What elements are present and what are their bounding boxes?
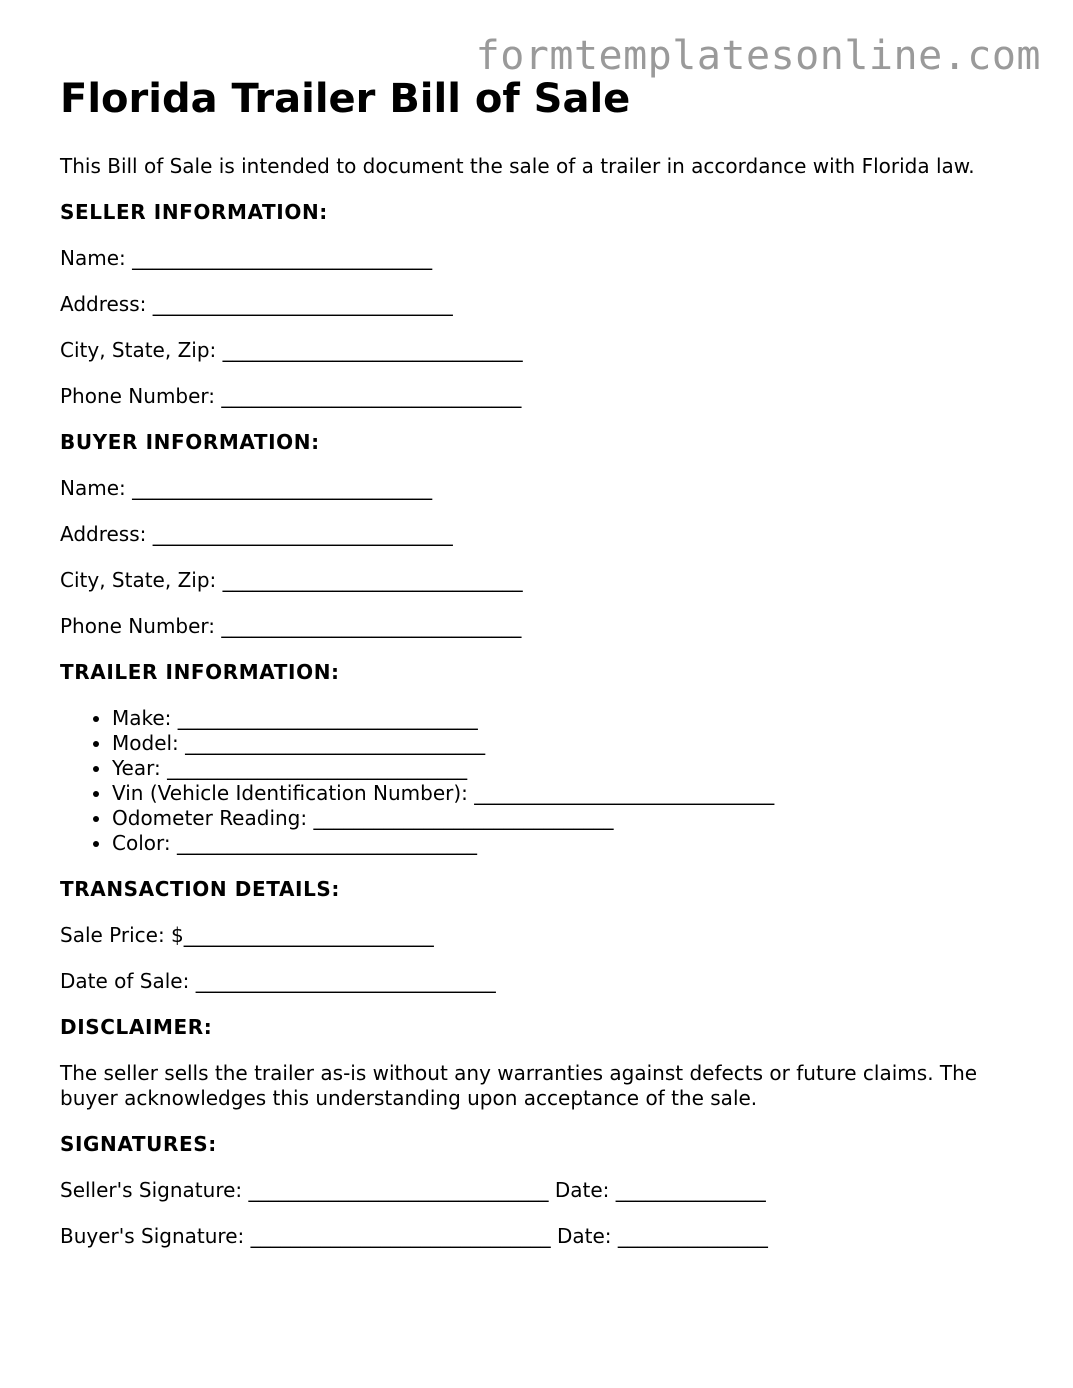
trailer-heading: TRAILER INFORMATION: <box>60 660 340 684</box>
trailer-odometer-field[interactable]: • Odometer Reading: ______________________________ <box>112 806 1020 831</box>
trailer-make-field[interactable]: • Make: ______________________________ <box>112 706 1020 731</box>
disclaimer-heading: DISCLAIMER: <box>60 1015 213 1039</box>
sale-price-field[interactable]: Sale Price: $_________________________ <box>60 923 434 947</box>
buyer-phone-field[interactable]: Phone Number: ______________________________ <box>60 614 522 638</box>
signatures-section <box>60 1132 1020 1249</box>
buyer-section <box>60 430 1020 639</box>
seller-phone-field[interactable]: Phone Number: ______________________________ <box>60 384 522 408</box>
trailer-details-list <box>60 706 1020 856</box>
disclaimer-section <box>60 1015 1020 1111</box>
document-body <box>60 154 1020 1270</box>
trailer-year-field[interactable]: • Year: ______________________________ <box>112 756 1020 781</box>
buyer-address-field[interactable]: Address: ______________________________ <box>60 522 453 546</box>
trailer-color-field[interactable]: • Color: ______________________________ <box>112 831 1020 856</box>
trailer-section <box>60 660 1020 856</box>
seller-heading: SELLER INFORMATION: <box>60 200 328 224</box>
trailer-model-field[interactable]: • Model: ______________________________ <box>112 731 1020 756</box>
page-title: Florida Trailer Bill of Sale <box>60 76 631 122</box>
watermark: formtemplatesonline.com <box>475 33 1041 79</box>
buyer-heading: BUYER INFORMATION: <box>60 430 320 454</box>
transaction-section <box>60 877 1020 994</box>
buyer-city-state-zip-field[interactable]: City, State, Zip: ______________________________ <box>60 568 523 592</box>
disclaimer-text: The seller sells the trailer as-is without any warranties against defects or future claims. The buyer acknowledges this understanding upon acceptance of the sale. <box>60 1061 978 1110</box>
intro-paragraph: This Bill of Sale is intended to document the sale of a trailer in accordance with Florida law. <box>60 154 975 178</box>
signatures-heading: SIGNATURES: <box>60 1132 217 1156</box>
seller-address-field[interactable]: Address: ______________________________ <box>60 292 453 316</box>
seller-signature-field[interactable]: Seller's Signature: ______________________________ Date: _______________ <box>60 1178 766 1202</box>
seller-city-state-zip-field[interactable]: City, State, Zip: ______________________________ <box>60 338 523 362</box>
buyer-signature-field[interactable]: Buyer's Signature: ______________________________ Date: _______________ <box>60 1224 768 1248</box>
buyer-name-field[interactable]: Name: ______________________________ <box>60 476 433 500</box>
seller-name-field[interactable]: Name: ______________________________ <box>60 246 433 270</box>
trailer-vin-field[interactable]: • Vin (Vehicle Identification Number): ______________________________ <box>112 781 1020 806</box>
transaction-heading: TRANSACTION DETAILS: <box>60 877 341 901</box>
seller-section <box>60 200 1020 409</box>
date-of-sale-field[interactable]: Date of Sale: ______________________________ <box>60 969 496 993</box>
